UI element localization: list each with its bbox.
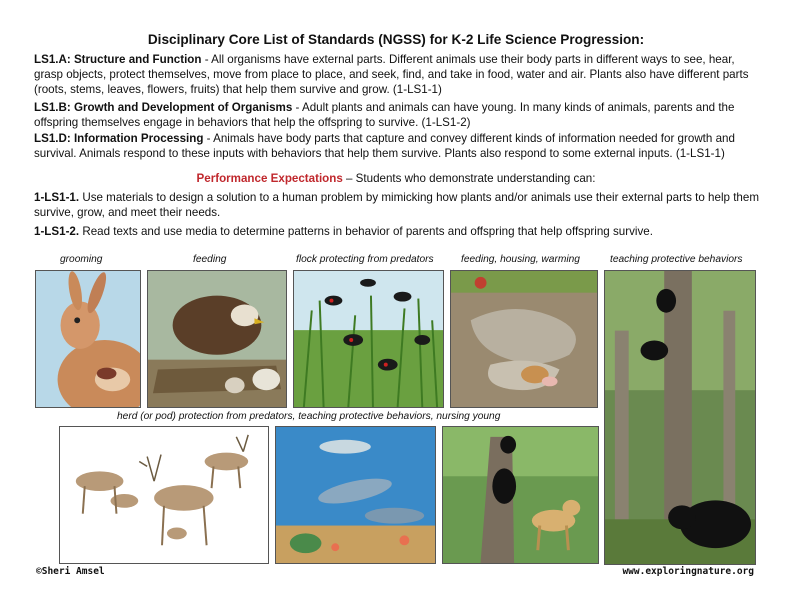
standard-heading: LS1.B: Growth and Development of Organisms <box>34 101 293 114</box>
performance-text: Read texts and use media to determine patterns in behavior of parents and offspring that help offspring survive. <box>79 225 653 238</box>
performance-text: Use materials to design a solution to a human problem by mimicking how plants and/or animals use their external parts to help them survive, grow, and meet their needs. <box>34 191 759 220</box>
flock-illustration <box>293 270 444 408</box>
standard-text: - Adult plants and animals can have young. In many kinds of animals, parents and the offspring themselves engage in behaviors that help the offspring to survive. (1-LS1-2) <box>34 101 735 130</box>
bears-illustration <box>604 270 756 565</box>
caption-herd: herd (or pod) protection from predators, teaching protective behaviors, nursing young <box>117 411 501 422</box>
performance-heading-label: Performance Expectations <box>196 172 343 185</box>
caption-feeding-housing-warming: feeding, housing, warming <box>461 254 580 265</box>
standard-heading: LS1.D: Information Processing <box>34 132 204 145</box>
standard-text: - Animals have body parts that capture and convey different kinds of information needed for growth and survival. Animals respond to these inputs with behaviors that help them survive. Plants also respond to some external inputs. (1-LS1-1) <box>34 132 735 161</box>
performance-item-1 <box>34 190 764 220</box>
feeding-illustration <box>147 270 287 408</box>
performance-code: 1-LS1-2. <box>34 225 80 238</box>
performance-code: 1-LS1-1. <box>34 191 80 204</box>
standard-ls1b <box>34 100 764 130</box>
standard-text: - All organisms have external parts. Different animals use their body parts in different ways to see, hear, grasp objects, protect themselves, move from place to place, and seek, find, and take in food, water and air. Plants also have different parts (roots, stems, leaves, flowers, fruits) that help them survive and grow. (1-LS1-1) <box>34 53 749 97</box>
caption-feeding: feeding <box>193 254 227 265</box>
performance-expectations-heading <box>0 172 792 185</box>
standard-heading: LS1.A: Structure and Function <box>34 53 202 66</box>
page-title: Disciplinary Core List of Standards (NGSS) for K-2 Life Science Progression: <box>147 32 645 47</box>
footer-copyright: ©Sheri Amsel <box>36 566 105 577</box>
caption-teaching: teaching protective behaviors <box>610 254 743 265</box>
caption-flock: flock protecting from predators <box>296 254 434 265</box>
dolphins-illustration <box>275 426 436 564</box>
caribou-illustration <box>59 426 269 564</box>
standard-ls1d <box>34 131 764 161</box>
standard-ls1a <box>34 52 764 98</box>
footer-website: www.exploringnature.org <box>622 566 754 577</box>
performance-heading-intro: – Students who demonstrate understanding can: <box>342 172 596 185</box>
grooming-illustration <box>35 270 141 408</box>
burrow-illustration <box>450 270 598 408</box>
caption-grooming: grooming <box>60 254 103 265</box>
performance-item-2 <box>34 224 764 239</box>
bear-dog-illustration <box>442 426 599 564</box>
